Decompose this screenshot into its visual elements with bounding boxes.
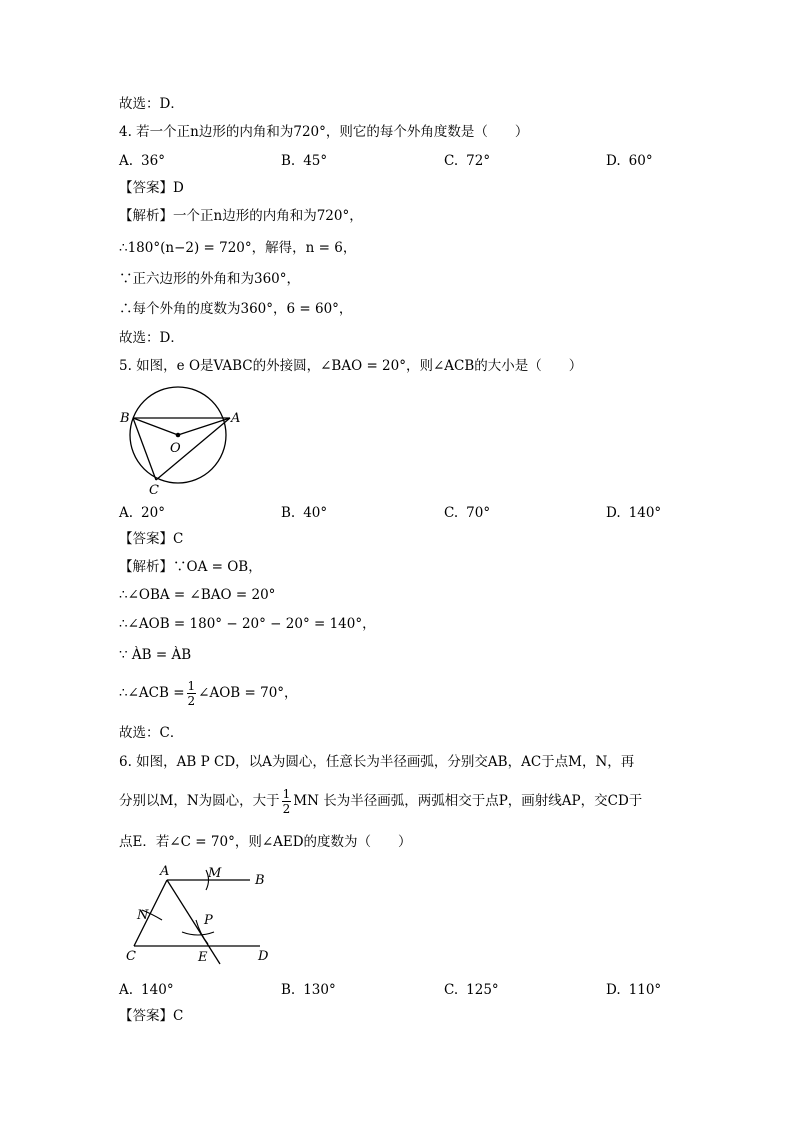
q5-solution-3: ∴∠AOB = 180° − 20° − 20° = 140°， [119,616,376,632]
q4-answer: 【答案】D [119,180,184,196]
q5-conclusion: 故选：C． [119,725,184,741]
q5-stem: 5. 如图，e O是VABC的外接圆，∠BAO = 20°，则∠ACB的大小是（ ） [119,358,583,374]
q6-stem-1: 6. 如图，AB P CD，以A为圆心，任意长为半径画弧，分别交AB，AC于点M，N，再 [119,754,635,770]
q5-solution-5-lhs: ∴∠ACB = [119,685,185,701]
q6-construction-figure [118,862,278,970]
q4-conclusion: 故选：D． [119,330,184,346]
label-n: N [137,908,149,923]
q3-conclusion: 故选：D． [119,96,184,112]
q6-option-c: C. 125° [444,982,499,998]
q5-option-b: B. 40° [281,505,328,521]
q5-option-d: D. 140° [606,505,662,521]
q6-option-a: A. 140° [119,982,174,998]
fraction-denominator: 2 [187,694,196,708]
q4-options [119,151,679,171]
q5-solution-1: 【解析】∵OA = OB， [119,559,262,575]
q4-solution-1: 【解析】一个正n边形的内角和为720°， [119,208,363,224]
q4-stem: 4. 若一个正n边形的内角和为720°，则它的每个外角度数是（ ） [119,124,529,140]
radius-oa [178,418,230,435]
fraction-numerator-q6: 1 [282,787,291,801]
fraction-numerator: 1 [187,679,196,693]
q6-stem-2 [119,784,642,818]
label-c: C [149,483,159,498]
q4-solution-4: ∴每个外角的度数为360°，6 = 60°， [119,301,353,317]
label-b: B [120,411,130,426]
q4-option-b: B. 45° [281,153,328,169]
q4-solution-2: ∴180°(n−2) = 720°，解得，n = 6， [119,240,357,256]
radius-ob [133,418,178,435]
label-b: B [255,873,265,888]
q5-solution-5 [119,676,298,710]
q4-solution-3: ∵正六边形的外角和为360°， [119,271,301,287]
label-o: O [170,441,181,456]
q5-solution-4: ∵ ÀB = ÀB [119,647,192,663]
chord-ac [156,418,230,480]
label-c: C [126,949,136,964]
label-a: A [231,411,241,426]
label-e: E [198,950,208,965]
fraction-half-q6 [282,787,292,816]
label-d: D [258,949,269,964]
q5-answer: 【答案】C [119,531,184,547]
label-a: A [160,864,170,879]
q6-option-b: B. 130° [281,982,336,998]
q5-solution-2: ∴∠OBA = ∠BAO = 20° [119,587,276,603]
label-m: M [208,866,222,881]
q6-option-d: D. 110° [606,982,662,998]
q5-option-a: A. 20° [119,505,165,521]
center-point [176,433,181,438]
q4-option-c: C. 72° [444,153,491,169]
q6-options [119,980,679,1000]
q6-stem-2-lead: 分别以M，N为圆心，大于 [119,793,280,809]
q4-option-d: D. 60° [606,153,653,169]
fraction-denominator-q6: 2 [282,802,291,816]
arc-p-1 [182,932,214,935]
q6-stem-3: 点E．若∠C = 70°，则∠AED的度数为（ ） [119,834,412,850]
fraction-half [187,679,197,708]
q5-option-c: C. 70° [444,505,491,521]
q5-options [119,503,679,523]
q5-solution-5-rhs: ∠AOB = 70°， [198,685,298,701]
q5-circle-figure [112,380,252,500]
chord-bc [133,418,156,480]
q6-stem-2-tail: MN 长为半径画弧，两弧相交于点P，画射线AP，交CD于 [293,793,643,809]
q6-answer: 【答案】C [119,1008,184,1024]
q4-option-a: A. 36° [119,153,165,169]
label-p: P [204,913,213,928]
